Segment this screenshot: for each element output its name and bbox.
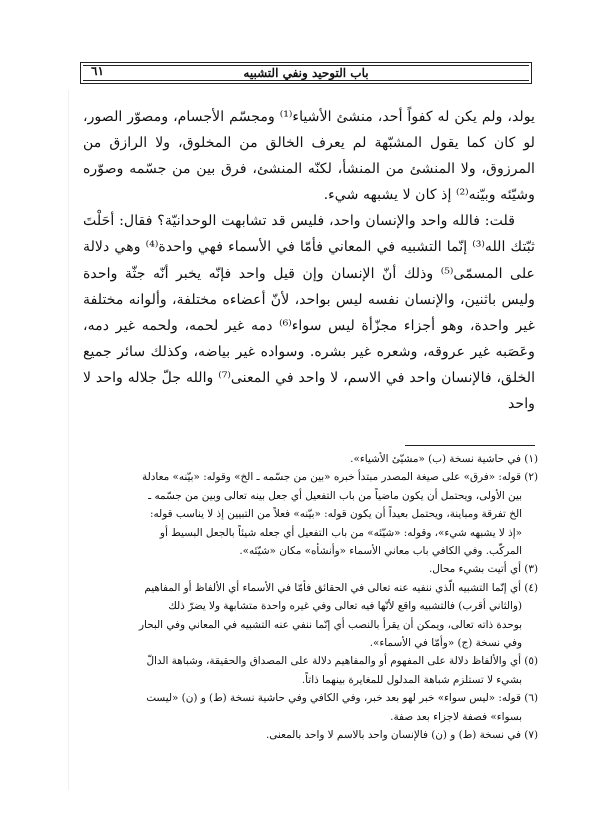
footnote-line: (٧) في نسخة (ط) و (ن) فالإنسان واحد بالاسم لا واحد بالمعنى.: [265, 729, 538, 742]
footnote-2: [78, 468, 538, 560]
footnote-line: بين الأولى، ويحتمل أن يكون ماضياً من باب التفعيل أي جعل بينه تعالى وبين من جسّمه ـ: [148, 489, 522, 502]
footnote-3: [78, 560, 538, 578]
footnote-line: (٦) قوله: «ليس سواء» خبر لهو بعد خبر، وفي الكافي وفي حاشية نسخة (ط) و (ن) «ليست: [146, 692, 538, 705]
header-rule-top: [83, 65, 529, 66]
running-header: [80, 62, 532, 84]
footnote-line: بشيء لا تستلزم شباهة المدلول للمغايرة بينهما ذاتاً.: [301, 673, 522, 686]
footnotes: [78, 450, 538, 745]
paragraph: قلت: فالله واحد والإنسان واحد، فليس قد تشابهت الوحدانيّة؟ فقال: أحَلْتَ ثبّتك الله⁽³⁾ إنّما التشبيه في المعاني فأمّا في الأسماء فهي واحدة⁽⁴⁾ وهي دلالة على المسمّى⁽⁵⁾ وذلك أنّ الإنسان وإن قيل واحد فإنّه يخبر أنّه جثّة واحدة وليس باثنين، والإنسان نفسه ليس بواحد، لأنّ أعضاءه مختلفة، وألوانه مختلفة غير واحدة، وهو أجزاء مجزّأة ليس سواء⁽⁶⁾ دمه غير لحمه، ولحمه غير دمه، وعَصَبه غير عروقه، وشعره غير بشره. وسواده غير بياضه، وكذلك سائر جميع الخلق، فالإنسان واحد في الاسم، لا واحد في المعنى⁽⁷⁾ والله جلّ جلاله واحد لا واحد: [83, 213, 536, 413]
footnote-line: (٤) أي إنّما التشبيه الّذي ننفيه عنه تعالى في الحقائق فأمّا في الأسماء أي الألفاظ أو المفاهيم: [144, 581, 538, 594]
main-text: [83, 104, 535, 417]
footnote-line: (٢) قوله: «فرق» على صيغة المصدر مبتدأ خبره «بين من جسّمه ـ الخ» وقوله: «بيّنه» معادلة: [142, 471, 538, 484]
footnote-line: بسواء» فصفة لاجزاء بعد صفة.: [390, 710, 522, 723]
footnote-7: [78, 726, 538, 744]
footnote-line: الخ تفرقة ومباينة، ويحتمل بعيداً أن يكون قوله: «بيّنه» فعلاً من التبيين إذ لا يناسب قوله:: [149, 508, 522, 521]
footnote-line: (والثاني أقرب) فالتشبيه واقع لأنّها فيه تعالى وفي غيره واحدة متشابهة ولا يضرّ ذلك: [168, 600, 522, 613]
footnote-line: «إذ لا يشبهه شيء»، وقوله: «شيّئه» من باب التفعيل أي جعله شيئاً بالجعل البسيط أو: [159, 526, 522, 539]
footnote-5: [78, 652, 538, 689]
footnote-6: [78, 689, 538, 726]
footnote-line: بوحدة ذاته تعالى، ويمكن أن يقرأ بالنصب أي إنّما ننفي عنه التشبيه في المعاني وفي البحار: [138, 618, 522, 631]
footnote-line: المركّب. وفي الكافي باب معاني الأسماء «وأنشأه» مكان «شيّئه».: [239, 545, 522, 558]
footnote-line: وفي نسخة (ج) «وأمّا في الأسماء».: [369, 637, 522, 650]
footnote-line: (٥) أي والألفاظ دلالة على المفهوم أو والمفاهيم دلالة على المصداق والحقيقة، وشباهة الدالّ: [146, 655, 538, 668]
footnote-line: (٣) أي أتيت بشيء محال.: [428, 563, 538, 576]
paragraph: يولد، ولم يكن له كفواً أحد، منشئ الأشياء⁽¹⁾ ومجسّم الأجسام، ومصوّر الصور، لو كان كما يقول المشبّهة لم يعرف الخالق من المخلوق، ولا الرازق من المرزوق، ولا المنشئ من المنشأ، لكنّه المنشئ، فرق بين من جسّمه وصوّره وشيّئه وبيّنه⁽²⁾ إذ كان لا يشبهه شيء.: [83, 109, 536, 204]
footnote-line: (١) في حاشية نسخة (ب) «مشيّئ الأشياء».: [350, 453, 538, 465]
page-number: ٦١: [91, 64, 104, 78]
footnote-1: [78, 450, 538, 468]
header-rule-bottom: [83, 80, 529, 81]
page-edge-shadow: [68, 90, 69, 790]
footnote-separator: [405, 445, 535, 446]
footnote-4: [78, 579, 538, 653]
chapter-title: باب التوحيد ونفي التشبيه: [243, 66, 369, 80]
